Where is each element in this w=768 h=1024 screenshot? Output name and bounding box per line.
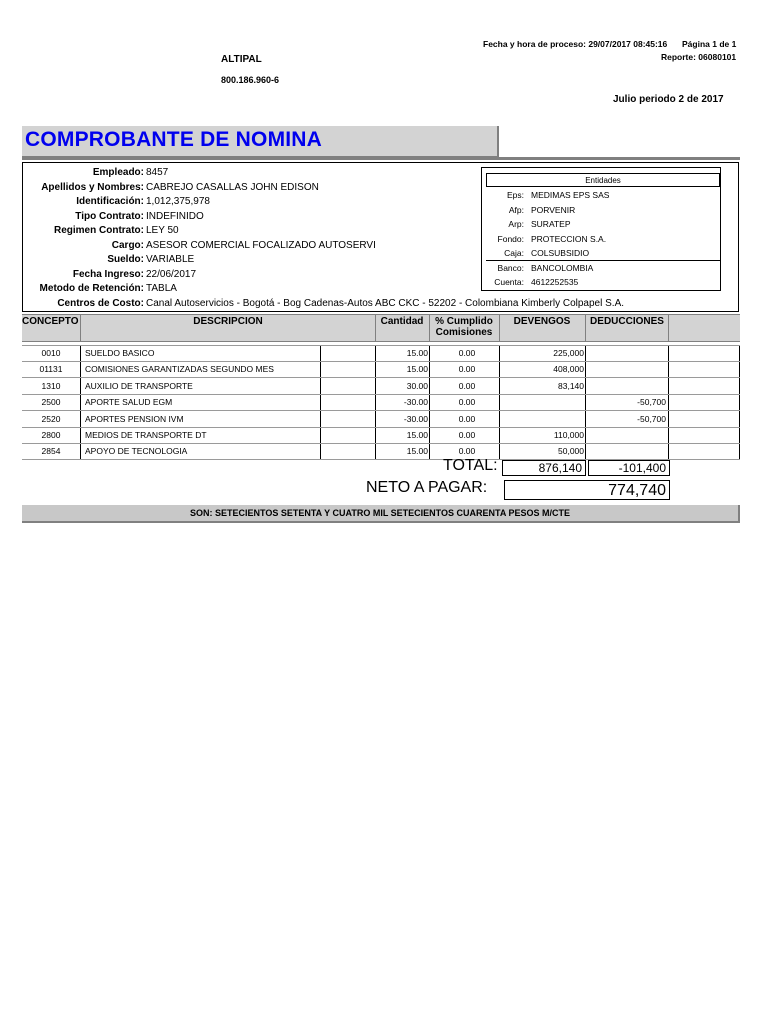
field-value: Canal Autoservicios - Bogotá - Bog Cadenas-Autos ABC CKC - 52202 - Colombiana Kimberly Colpapel S.A. — [146, 298, 625, 309]
entity-value: 4612252535 — [531, 277, 579, 287]
cell-dev: 50,000 — [558, 446, 584, 457]
entity-label: Fondo: — [497, 234, 524, 244]
cell-code: 01131 — [39, 364, 63, 375]
cell-qty: -30.00 — [403, 413, 428, 424]
cell-ded — [587, 427, 666, 443]
entity-label: Afp: — [508, 205, 524, 215]
col-concepto: CONCEPTO — [22, 316, 79, 327]
header-separator — [375, 314, 376, 342]
cell-code: 2500 — [41, 397, 61, 408]
header-separator — [429, 314, 430, 342]
cell-pct: 0.00 — [458, 380, 476, 391]
cell-ded — [587, 345, 666, 361]
entity-label: Eps: — [506, 190, 524, 200]
col-descripcion: DESCRIPCION — [193, 316, 263, 327]
cell-ded — [587, 378, 666, 394]
entity-value: PORVENIR — [531, 205, 576, 215]
cell-desc: APORTE SALUD EGM — [85, 397, 173, 408]
field-label: Fecha Ingreso: — [72, 269, 144, 280]
field-label: Sueldo: — [107, 254, 144, 265]
field-label: Regimen Contrato: — [54, 225, 144, 236]
grid-line — [22, 394, 740, 395]
cell-dev — [500, 394, 584, 410]
header-separator — [585, 314, 586, 342]
field-value: VARIABLE — [146, 254, 195, 265]
cell-desc: APOYO DE TECNOLOGIA — [85, 446, 188, 457]
cell-dev: 225,000 — [553, 348, 584, 358]
grid-line — [22, 345, 740, 346]
cell-desc: COMISIONES GARANTIZADAS SEGUNDO MES — [85, 364, 274, 375]
page-title: COMPROBANTE DE NOMINA — [25, 128, 323, 151]
company-name: ALTIPAL — [221, 54, 262, 65]
cell-desc: APORTES PENSION IVM — [85, 413, 184, 424]
col-cantidad: Cantidad — [380, 316, 424, 327]
cell-dev: 83,140 — [558, 380, 584, 391]
field-value: 22/06/2017 — [146, 269, 197, 280]
entity-value: BANCOLOMBIA — [531, 263, 594, 273]
cell-qty: 15.00 — [406, 446, 428, 457]
cell-pct: 0.00 — [458, 397, 476, 408]
page-indicator: Página 1 de 1 — [682, 39, 737, 49]
col-deducciones: DEDUCCIONES — [590, 316, 664, 327]
cell-dev: 110,000 — [553, 430, 584, 440]
table-row — [22, 345, 740, 361]
grid-line — [22, 410, 740, 411]
cell-pct: 0.00 — [458, 348, 476, 358]
col-comisiones: Comisiones — [435, 327, 493, 338]
amount-in-words: SON: SETECIENTOS SETENTA Y CUATRO MIL SETECIENTOS CUARENTA PESOS M/CTE — [22, 505, 740, 523]
table-row — [22, 361, 740, 377]
field-label: Empleado: — [92, 167, 144, 178]
divider — [22, 157, 740, 160]
cell-ded: -50,700 — [637, 397, 666, 408]
cell-qty: 15.00 — [406, 430, 428, 440]
cell-code: 2800 — [41, 430, 61, 440]
field-label: Tipo Contrato: — [75, 211, 144, 222]
grid-line — [22, 443, 740, 444]
table-row — [22, 394, 740, 410]
cell-desc: SUELDO BASICO — [85, 348, 155, 358]
entity-value: SURATEP — [531, 219, 571, 229]
neto-label: NETO A PAGAR: — [366, 479, 488, 496]
cell-pct: 0.00 — [458, 430, 476, 440]
cell-qty: 15.00 — [406, 348, 428, 358]
period-label: Julio periodo 2 de 2017 — [613, 94, 724, 105]
cell-pct: 0.00 — [458, 364, 476, 375]
entity-label: Caja: — [504, 248, 524, 258]
field-label: Identificación: — [76, 196, 144, 207]
cell-code: 1310 — [41, 380, 61, 391]
field-value: 8457 — [146, 167, 169, 178]
cell-ded — [587, 361, 666, 377]
field-value: ASESOR COMERCIAL FOCALIZADO AUTOSERVI — [146, 240, 376, 251]
cell-code: 2854 — [41, 446, 61, 457]
grid-line — [22, 427, 740, 428]
cell-qty: 15.00 — [406, 364, 428, 375]
entities-title: Entidades — [486, 173, 720, 187]
grid-line — [22, 377, 740, 378]
cell-desc: MEDIOS DE TRANSPORTE DT — [85, 430, 207, 440]
report-code: Reporte: 06080101 — [661, 52, 737, 62]
header-separator — [499, 314, 500, 342]
field-value: LEY 50 — [146, 225, 179, 236]
cell-pct: 0.00 — [458, 413, 476, 424]
field-label: Apellidos y Nombres: — [41, 182, 144, 193]
grid-line — [22, 361, 740, 362]
cell-qty: -30.00 — [403, 397, 428, 408]
field-value: TABLA — [146, 283, 177, 294]
field-value: INDEFINIDO — [146, 211, 204, 222]
entity-value: COLSUBSIDIO — [531, 248, 590, 258]
entities-divider — [486, 260, 720, 261]
field-label: Centros de Costo: — [57, 298, 144, 309]
table-row — [22, 427, 740, 443]
cell-dev — [500, 411, 584, 427]
entity-value: MEDIMAS EPS SAS — [531, 190, 610, 200]
total-label: TOTAL: — [443, 457, 498, 474]
cell-code: 2520 — [41, 413, 61, 424]
cell-pct: 0.00 — [458, 446, 476, 457]
cell-qty: 30.00 — [406, 380, 428, 391]
table-row — [22, 411, 740, 427]
header-separator — [668, 314, 669, 342]
table-row — [22, 378, 740, 394]
entity-label: Cuenta: — [494, 277, 524, 287]
entity-label: Arp: — [508, 219, 524, 229]
field-value: 1,012,375,978 — [146, 196, 210, 207]
company-nit: 800.186.960-6 — [221, 75, 280, 85]
total-deducciones: -101,400 — [588, 460, 670, 476]
process-datetime: Fecha y hora de proceso: 29/07/2017 08:45:16 — [483, 39, 668, 49]
entity-value: PROTECCION S.A. — [531, 234, 607, 244]
col-cumplido: % Cumplido — [435, 316, 493, 327]
header-separator — [80, 314, 81, 342]
col-devengos: DEVENGOS — [513, 316, 571, 327]
cell-code: 0010 — [41, 348, 61, 358]
entity-label: Banco: — [497, 263, 524, 273]
cell-ded — [587, 443, 666, 459]
field-value: CABREJO CASALLAS JOHN EDISON — [146, 182, 319, 193]
neto-value: 774,740 — [504, 480, 670, 500]
total-devengos: 876,140 — [502, 460, 586, 476]
cell-desc: AUXILIO DE TRANSPORTE — [85, 380, 193, 391]
field-label: Cargo: — [111, 240, 144, 251]
field-label: Metodo de Retención: — [39, 283, 144, 294]
table-row — [22, 443, 740, 459]
cell-dev: 408,000 — [553, 364, 584, 375]
cell-ded: -50,700 — [637, 413, 666, 424]
